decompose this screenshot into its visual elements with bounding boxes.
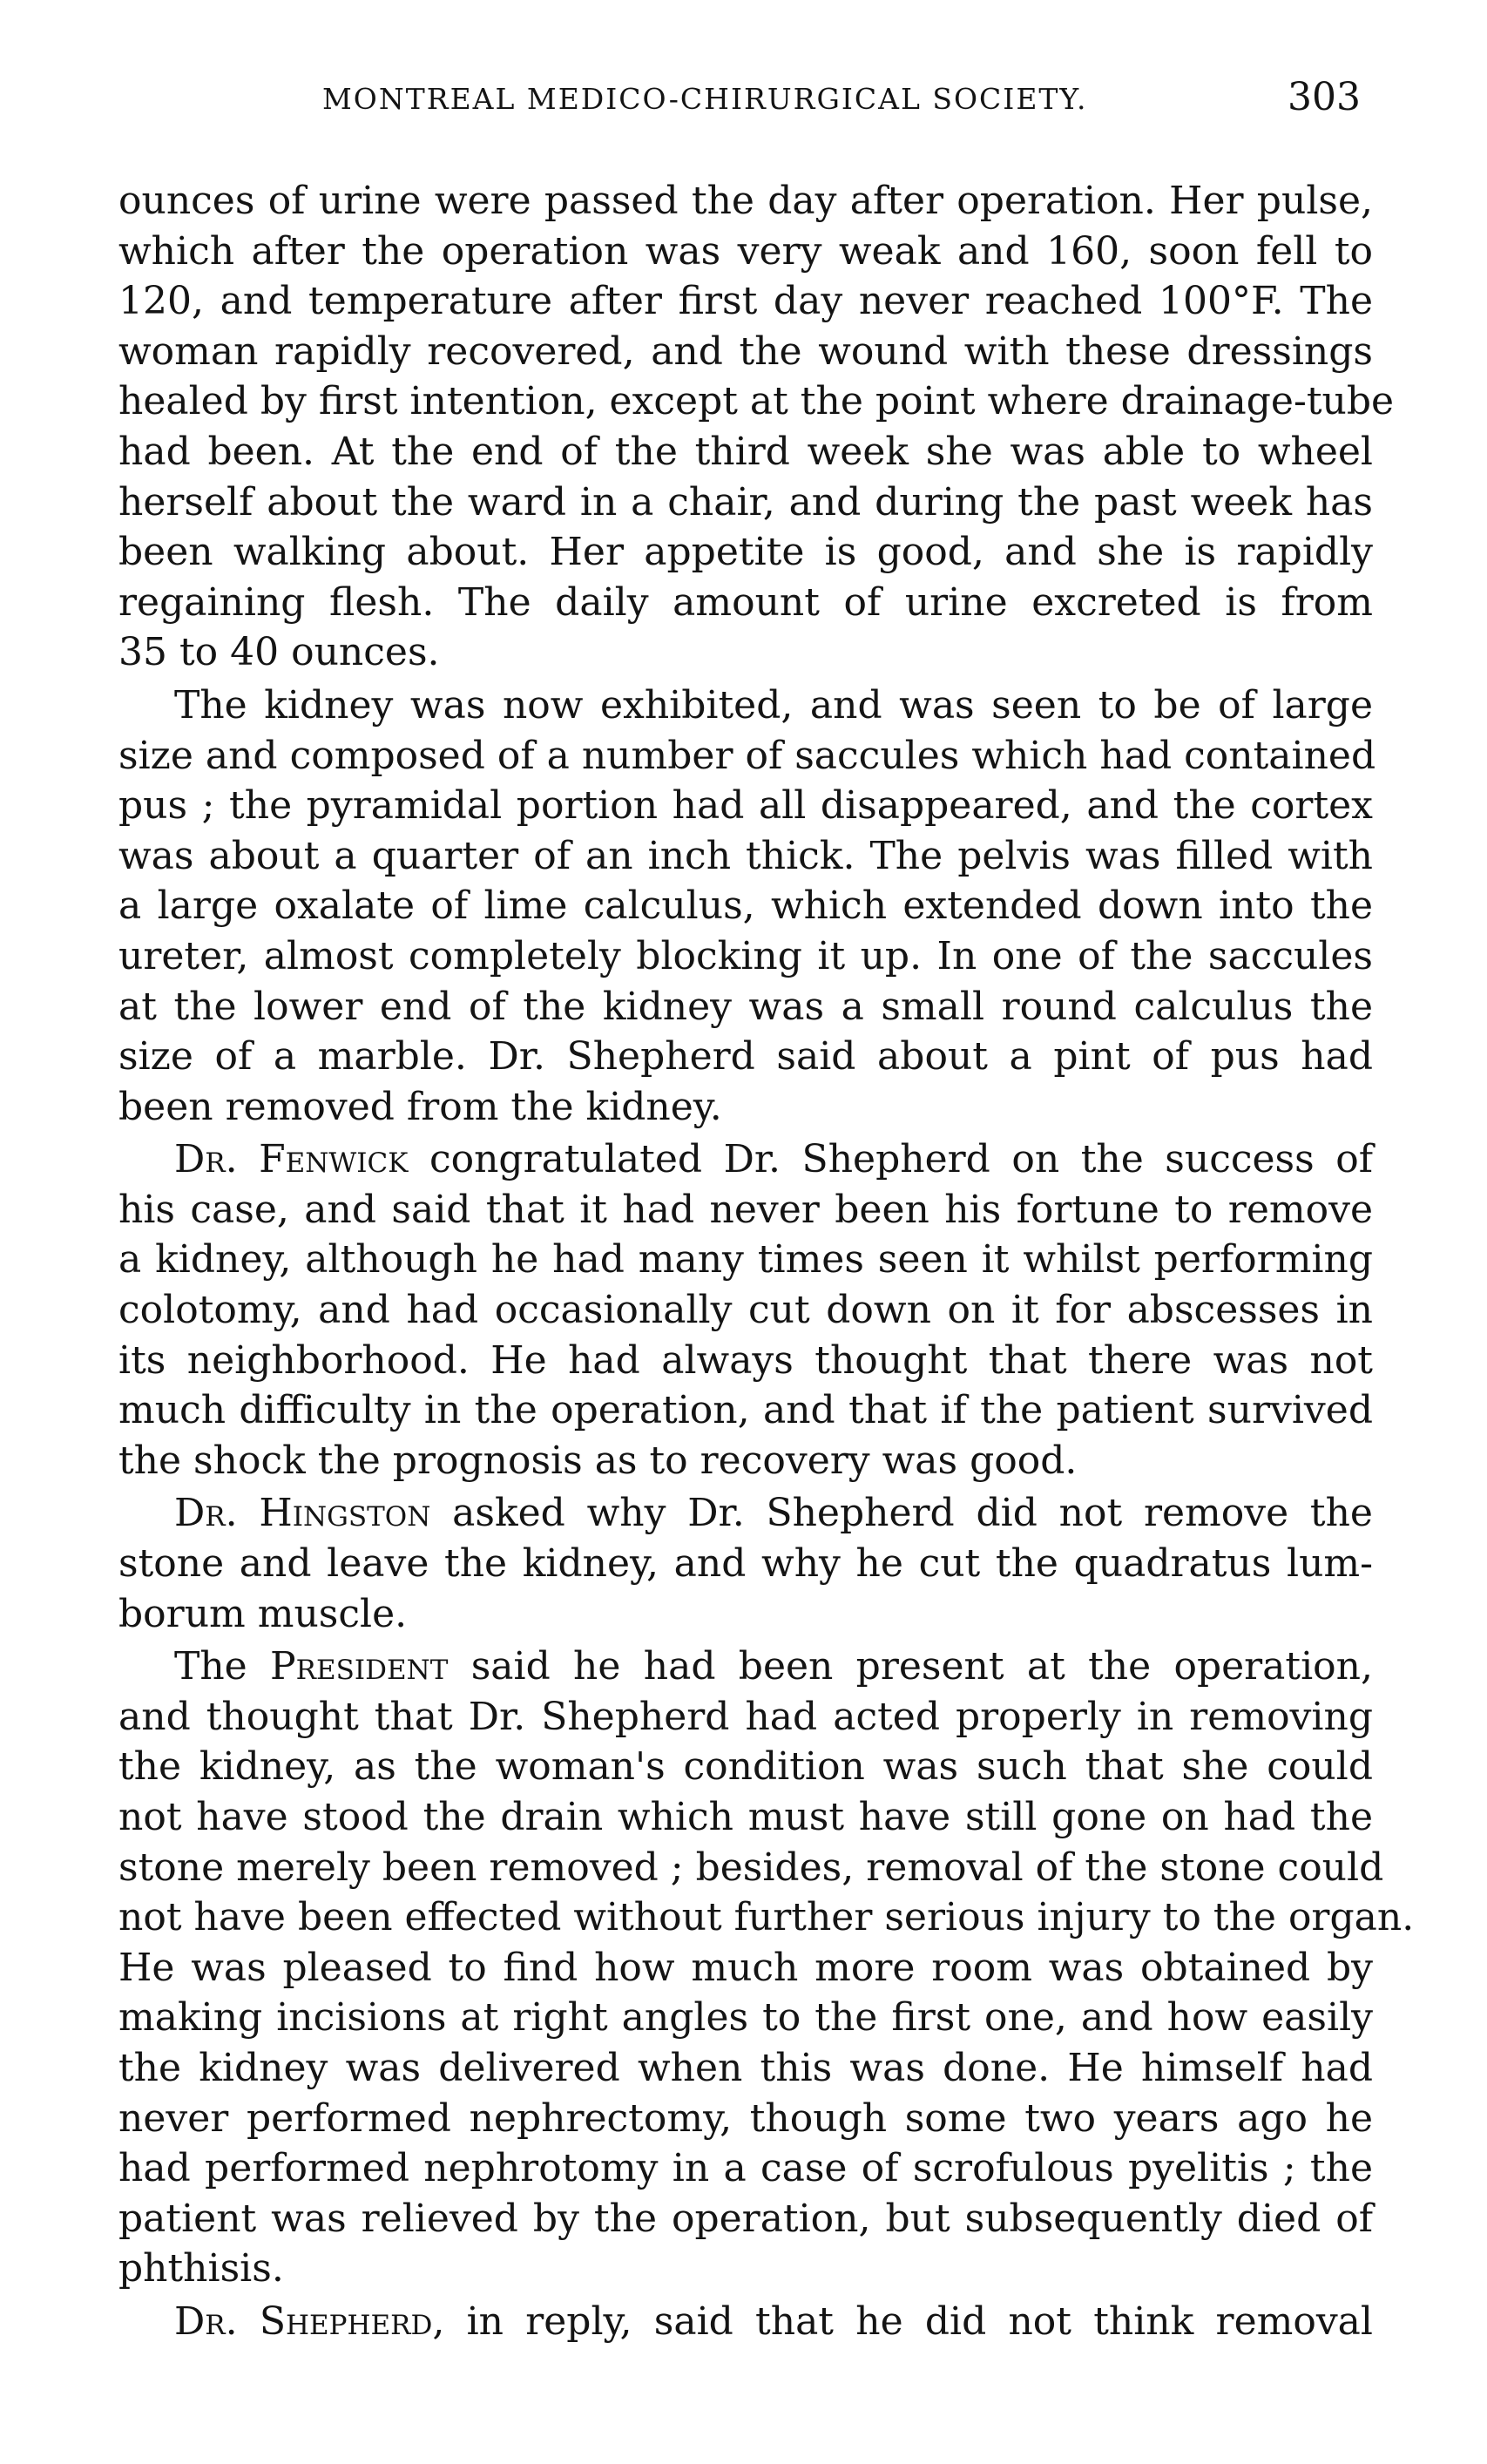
text-line: a large oxalate of lime calculus, which extended down into the (118, 883, 1373, 929)
text-line: much difficulty in the operation, and that if the patient survived (118, 1388, 1373, 1433)
text-line: at the lower end of the kidney was a small round calculus the (118, 984, 1373, 1029)
text-line: his case, and said that it had never been his fortune to remove (118, 1187, 1373, 1232)
text-line: the shock the prognosis as to recovery was good. (118, 1438, 1078, 1483)
text-line-content: said he had been present at the operation, (470, 1644, 1373, 1689)
text-line: stone and leave the kidney, and why he cut the quadratus lum- (118, 1541, 1373, 1587)
text-line-content: asked why Dr. Shepherd did not remove the (452, 1491, 1373, 1536)
text-line: not have been effected without further serious injury to the organ. (118, 1895, 1415, 1940)
text-line: woman rapidly recovered, and the wound with these dressings (118, 328, 1373, 374)
text-line: healed by first intention, except at the point where drainage-tube (118, 379, 1395, 424)
text-line (118, 1642, 1373, 1692)
text-line: and thought that Dr. Shepherd had acted properly in removing (118, 1694, 1373, 1739)
text-line: had been. At the end of the third week she was able to wheel (118, 429, 1373, 474)
text-line: colotomy, and had occasionally cut down on it for abscesses in (118, 1288, 1373, 1333)
body-text (118, 176, 1415, 2347)
text-line: had performed nephrotomy in a case of scrofulous pyelitis ; the (118, 2146, 1373, 2191)
text-line: pus ; the pyramidal portion had all disappeared, and the cortex (118, 783, 1373, 829)
text-line-content: in reply, said that he did not think removal (466, 2298, 1373, 2344)
text-line: patient was relieved by the operation, but subsequently died of (118, 2196, 1373, 2241)
text-line: a kidney, although he had many times seen it whilst performing (118, 1237, 1373, 1283)
speaker-name: Dr. Shepherd, (174, 2298, 445, 2344)
paragraph-dr-hingston (118, 1488, 1373, 1639)
text-line: stone merely been removed ; besides, removal of the stone could (118, 1845, 1384, 1890)
text-line: The kidney was now exhibited, and was seen to be of large (174, 682, 1373, 728)
text-line: was about a quarter of an inch thick. The pelvis was filled with (118, 833, 1373, 878)
text-line (118, 1134, 1373, 1185)
speaker-prefix: The (174, 1644, 247, 1689)
paragraph-continuation (118, 176, 1395, 678)
text-line: the kidney, as the woman's condition was such that she could (118, 1744, 1373, 1790)
paragraph-kidney-description (118, 680, 1376, 1132)
text-line: the kidney was delivered when this was done. He himself had (118, 2045, 1373, 2090)
text-line: been removed from the kidney. (118, 1084, 722, 1129)
text-line-content: congratulated Dr. Shepherd on the success of (429, 1137, 1373, 1182)
page-number: 303 (1288, 75, 1361, 119)
speaker-name: Dr. Fenwick (174, 1137, 409, 1182)
text-line: never performed nephrectomy, though some two years ago he (118, 2095, 1373, 2141)
paragraph-dr-fenwick (118, 1134, 1373, 1486)
running-header-title: MONTREAL MEDICO-CHIRURGICAL SOCIETY. (322, 82, 1088, 116)
text-line: ureter, almost completely blocking it up. In one of the saccules (118, 933, 1373, 978)
text-line: borum muscle. (118, 1591, 408, 1636)
text-line (118, 1488, 1373, 1539)
text-line: not have stood the drain which must have still gone on had the (118, 1795, 1373, 1839)
text-line: He was pleased to find how much more room was obtained by (118, 1945, 1373, 1990)
text-line: which after the operation was very weak and 160, soon fell to (118, 228, 1373, 274)
text-line: herself about the ward in a chair, and during the past week has (118, 479, 1373, 525)
text-line: been walking about. Her appetite is good, and she is rapidly (118, 530, 1373, 575)
text-line: regaining flesh. The daily amount of urine excreted is from (118, 579, 1373, 625)
speaker-name: Dr. Hingston (174, 1491, 431, 1536)
paragraph-dr-shepherd-reply (118, 2297, 1373, 2347)
text-line: making incisions at right angles to the first one, and how easily (118, 1995, 1373, 2041)
paragraph-president (118, 1642, 1415, 2294)
text-line: 120, and temperature after first day never reached 100°F. The (118, 279, 1373, 324)
text-line: ounces of urine were passed the day after operation. Her pulse, (118, 179, 1373, 223)
text-line: phthisis. (118, 2246, 284, 2291)
text-line: its neighborhood. He had always thought that there was not (118, 1337, 1373, 1383)
text-line (118, 2297, 1373, 2347)
speaker-name: President (270, 1644, 449, 1689)
text-line: size and composed of a number of saccules which had contained (118, 733, 1376, 778)
text-line: size of a marble. Dr. Shepherd said about a pint of pus had (118, 1034, 1373, 1080)
text-line: 35 to 40 ounces. (118, 630, 440, 675)
